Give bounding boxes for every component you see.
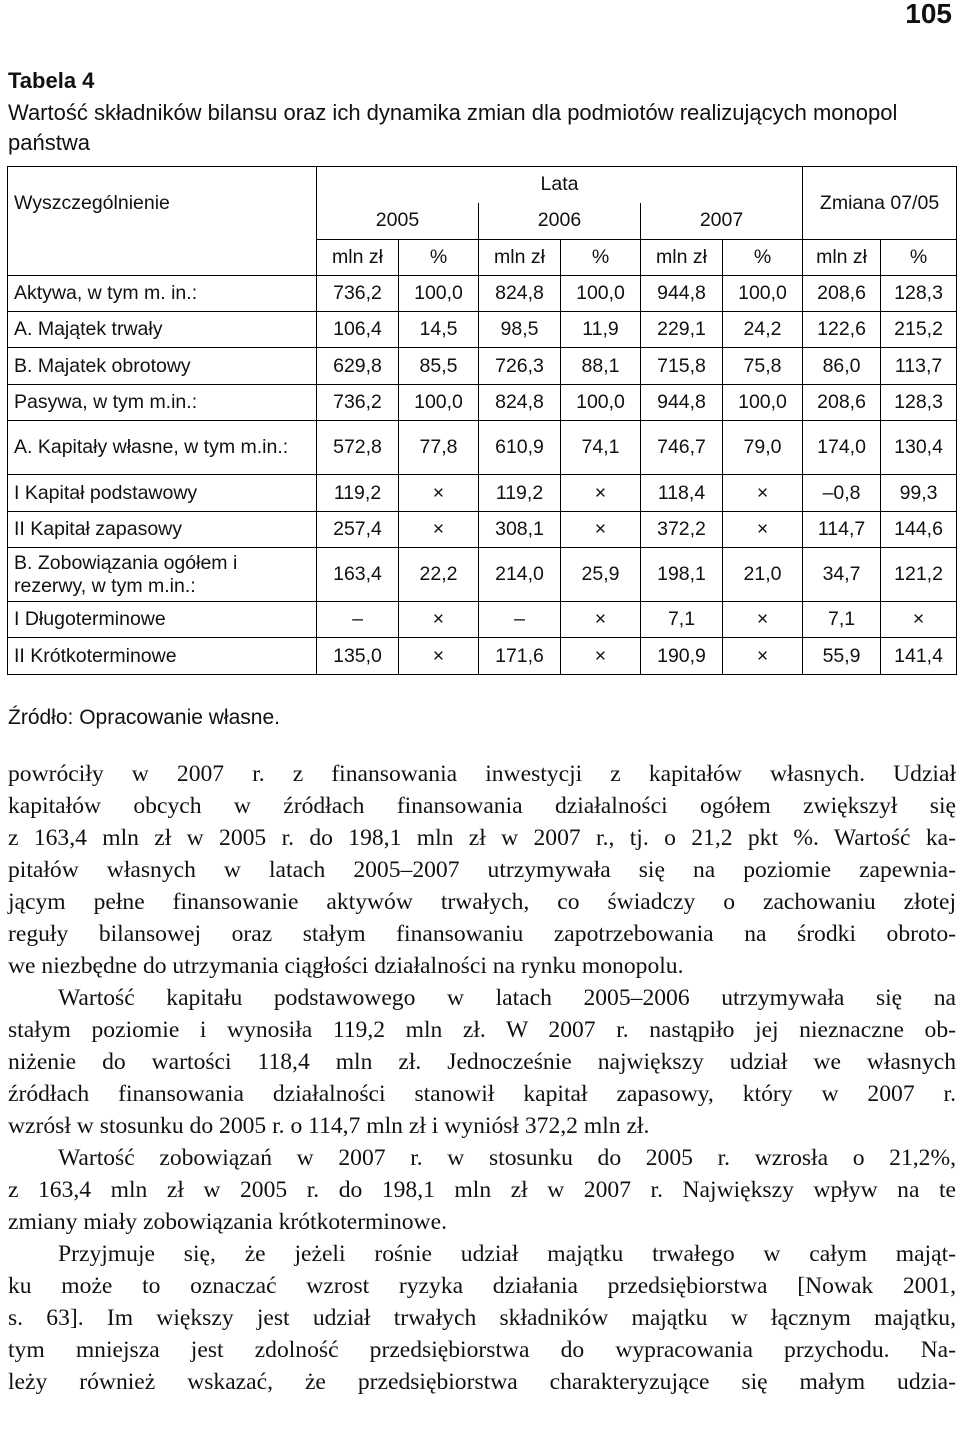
table-cell: × [399,475,479,512]
table-cell: 7,1 [641,602,723,638]
table-cell: 163,4 [317,548,399,602]
row-label: I Długoterminowe [8,602,317,638]
header-unit: mln zł [479,240,561,276]
table-cell: × [723,638,803,675]
table-cell: 99,3 [881,475,957,512]
table-cell: 824,8 [479,276,561,312]
text-line: z 163,4 mln zł w 2005 r. do 198,1 mln zł w 2007 r. Największy wpływ na te [8,1177,956,1203]
table-cell: 128,3 [881,385,957,421]
header-row-lata [8,167,957,203]
table-cell: 214,0 [479,548,561,602]
table-row [8,421,957,475]
table-cell: 208,6 [803,385,881,421]
row-label: B. Zobowiązania ogółem i rezerwy, w tym m.in.: [8,548,317,602]
row-label: Aktywa, w tym m. in.: [8,276,317,312]
table-cell: 119,2 [317,475,399,512]
table-cell: 171,6 [479,638,561,675]
row-label: A. Majątek trwały [8,312,317,348]
text-line: ku może to oznaczać wzrost ryzyka działania przedsiębiorstwa [Nowak 2001, [8,1273,956,1299]
text-line: wzrósł w stosunku do 2005 r. o 114,7 mln zł i wyniósł 372,2 mln zł. [8,1113,650,1139]
table-cell: 100,0 [723,276,803,312]
table-cell: 572,8 [317,421,399,475]
table-cell: 190,9 [641,638,723,675]
text-line: pitałów własnych w latach 2005–2007 utrzymywała się na poziomie zapewnia- [8,857,956,883]
table-cell: 174,0 [803,421,881,475]
table-cell: × [399,512,479,548]
row-label: II Krótkoterminowe [8,638,317,675]
header-unit: % [881,240,957,276]
table-cell: – [317,602,399,638]
table-cell: 106,4 [317,312,399,348]
table-cell: 208,6 [803,276,881,312]
table-cell: × [399,602,479,638]
table-cell: 98,5 [479,312,561,348]
text-line: tym mniejsza jest zdolność przedsiębiorstwa do wypracowania przychodu. Na- [8,1337,956,1363]
text-line: niżenie do wartości 118,4 mln zł. Jednocześnie największy udział we własnych [8,1049,956,1075]
row-label: I Kapitał podstawowy [8,475,317,512]
table-row [8,348,957,385]
text-line: s. 63]. Im większy jest udział trwałych składników majątku w łącznym majątku, [8,1305,956,1331]
table-cell: 55,9 [803,638,881,675]
table-cell: 944,8 [641,276,723,312]
table-cell: 715,8 [641,348,723,385]
table-cell: 85,5 [399,348,479,385]
table-cell: 144,6 [881,512,957,548]
table-cell: 100,0 [399,385,479,421]
table-body [8,167,957,675]
table-row [8,512,957,548]
table-cell: 610,9 [479,421,561,475]
table-cell: 119,2 [479,475,561,512]
table-cell: 372,2 [641,512,723,548]
header-unit: mln zł [641,240,723,276]
table-cell: × [881,602,957,638]
table-cell: 130,4 [881,421,957,475]
table-cell: × [561,512,641,548]
table-row [8,385,957,421]
table-source: Źródło: Opracowanie własne. [8,706,280,729]
table-row [8,638,957,675]
table-cell: 14,5 [399,312,479,348]
table-cell: 736,2 [317,276,399,312]
table-cell: × [723,602,803,638]
table-cell: 135,0 [317,638,399,675]
table-cell: 736,2 [317,385,399,421]
text-line: zmiany miały zobowiązania krótkoterminowe. [8,1209,447,1235]
table-cell: 122,6 [803,312,881,348]
header-empty-cell [8,240,317,276]
table-cell: × [723,475,803,512]
header-lata: Lata [317,167,803,203]
table-cell: 79,0 [723,421,803,475]
table-cell: 24,2 [723,312,803,348]
table-cell: × [399,638,479,675]
table-cell: 118,4 [641,475,723,512]
header-unit: % [723,240,803,276]
table-cell: 629,8 [317,348,399,385]
table-cell: 34,7 [803,548,881,602]
table-cell: 746,7 [641,421,723,475]
text-line: kapitałów obcych w źródłach finansowania działalności ogółem zwiększył się [8,793,956,819]
table-title: Wartość składników bilansu oraz ich dynamika zmian dla podmiotów realizujących monopol państwa [8,100,898,155]
table-cell: 74,1 [561,421,641,475]
table-cell: 88,1 [561,348,641,385]
table-cell: 308,1 [479,512,561,548]
table-cell: 113,7 [881,348,957,385]
table-row [8,475,957,512]
table-cell: 114,7 [803,512,881,548]
header-unit: mln zł [317,240,399,276]
header-year: 2006 [479,203,641,240]
table-cell: 726,3 [479,348,561,385]
table-cell: 77,8 [399,421,479,475]
table-row [8,312,957,348]
table-cell: 215,2 [881,312,957,348]
text-line: jącym pełne finansowanie aktywów trwałych, co świadczy o zachowaniu złotej [8,889,956,915]
table-label: Tabela 4 [8,68,95,93]
text-line: we niezbędne do utrzymania ciągłości działalności na rynku monopolu. [8,953,684,979]
table-cell: × [561,638,641,675]
text-line: źródłach finansowania działalności stanowił kapitał zapasowy, który w 2007 r. [8,1081,956,1107]
table-cell: 7,1 [803,602,881,638]
table-cell: 100,0 [723,385,803,421]
table-cell: 257,4 [317,512,399,548]
table-cell: 944,8 [641,385,723,421]
header-unit: % [561,240,641,276]
table-cell: × [723,512,803,548]
table-cell: 75,8 [723,348,803,385]
row-label: A. Kapitały własne, w tym m.in.: [8,421,317,475]
table-cell: 229,1 [641,312,723,348]
text-line: Wartość zobowiązań w 2007 r. w stosunku do 2005 r. wzrosła o 21,2%, [58,1145,956,1171]
table-cell: 141,4 [881,638,957,675]
table-cell: 22,2 [399,548,479,602]
header-year: 2005 [317,203,479,240]
balance-table [7,166,957,675]
table-cell: 11,9 [561,312,641,348]
table-row [8,602,957,638]
table-cell: × [561,475,641,512]
text-line: stałym poziomie i wynosiła 119,2 mln zł. W 2007 r. nastąpiło jej nieznaczne ob- [8,1017,956,1043]
text-line: powróciły w 2007 r. z finansowania inwestycji z kapitałów własnych. Udział [8,761,956,787]
table-cell: 100,0 [561,385,641,421]
row-label: B. Majatek obrotowy [8,348,317,385]
table-row [8,548,957,602]
header-year: 2007 [641,203,803,240]
header-row-units [8,240,957,276]
row-label: Pasywa, w tym m.in.: [8,385,317,421]
table-cell: 100,0 [561,276,641,312]
table-cell: 21,0 [723,548,803,602]
text-line: leży również wskazać, że przedsiębiorstwa charakteryzujące się małym udzia- [8,1369,956,1395]
table-cell: 128,3 [881,276,957,312]
table-cell: 824,8 [479,385,561,421]
text-line: z 163,4 mln zł w 2005 r. do 198,1 mln zł w 2007 r., tj. o 21,2 pkt %. Wartość ka- [8,825,956,851]
table-cell: × [561,602,641,638]
header-zmiana: Zmiana 07/05 [803,167,957,240]
text-line: Przyjmuje się, że jeżeli rośnie udział majątku trwałego w całym mająt- [58,1241,956,1267]
table-cell: –0,8 [803,475,881,512]
header-unit: % [399,240,479,276]
header-unit: mln zł [803,240,881,276]
text-line: reguły bilansowej oraz stałym finansowaniu zapotrzebowania na środki obroto- [8,921,956,947]
text-line: Wartość kapitału podstawowego w latach 2005–2006 utrzymywała się na [58,985,956,1011]
page-number: 105 [905,0,952,29]
header-wyszczegolnienie: Wyszczególnienie [8,167,317,240]
row-label: II Kapitał zapasowy [8,512,317,548]
table-cell: 198,1 [641,548,723,602]
body-text [8,758,956,1398]
table-cell: 100,0 [399,276,479,312]
table-row [8,276,957,312]
table-cell: 25,9 [561,548,641,602]
table-cell: 121,2 [881,548,957,602]
table-cell: 86,0 [803,348,881,385]
table-cell: – [479,602,561,638]
